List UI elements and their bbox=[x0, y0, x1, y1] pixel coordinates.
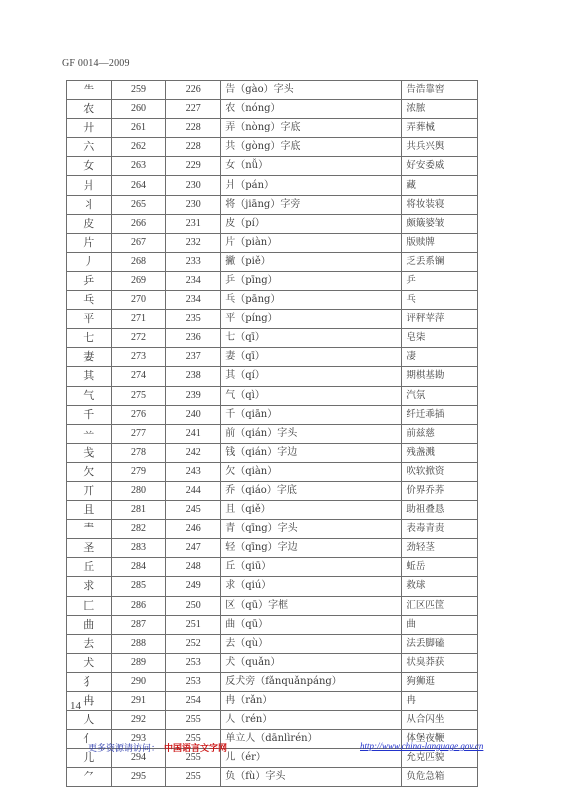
example-characters-cell: 法丢脚磕 bbox=[402, 634, 478, 653]
table-row bbox=[67, 176, 478, 195]
example-characters-cell: 状臭莽获 bbox=[402, 653, 478, 672]
table-row bbox=[67, 291, 478, 310]
table-row bbox=[67, 119, 478, 138]
component-name-cell: 妻（qī） bbox=[221, 348, 402, 367]
component-name-cell: 女（nǚ） bbox=[221, 157, 402, 176]
group-number-cell: 238 bbox=[166, 367, 221, 386]
sequence-number-cell: 260 bbox=[111, 100, 166, 119]
group-number-cell: 228 bbox=[166, 138, 221, 157]
example-characters-cell: 评秤苹萍 bbox=[402, 310, 478, 329]
component-glyph-cell: ⺧ bbox=[67, 81, 112, 100]
example-characters-cell: 颇簸婆皱 bbox=[402, 214, 478, 233]
component-name-cell: 撇（piě） bbox=[221, 252, 402, 271]
sequence-number-cell: 291 bbox=[111, 692, 166, 711]
component-name-cell: 七（qī） bbox=[221, 329, 402, 348]
sequence-number-cell: 266 bbox=[111, 214, 166, 233]
component-name-cell: 去（qù） bbox=[221, 634, 402, 653]
component-name-cell: 丘（qiū） bbox=[221, 558, 402, 577]
group-number-cell: 255 bbox=[166, 711, 221, 730]
table-row bbox=[67, 386, 478, 405]
table-row bbox=[67, 596, 478, 615]
group-number-cell: 231 bbox=[166, 214, 221, 233]
example-characters-cell: 纤迁乖插 bbox=[402, 405, 478, 424]
component-glyph-cell: 且 bbox=[67, 501, 112, 520]
group-number-cell: 255 bbox=[166, 768, 221, 787]
component-name-cell: 将（jiāng）字旁 bbox=[221, 195, 402, 214]
component-glyph-cell: 犭 bbox=[67, 672, 112, 691]
example-characters-cell: 好安委威 bbox=[402, 157, 478, 176]
footer-resource-note bbox=[88, 741, 227, 754]
table-row bbox=[67, 271, 478, 290]
sequence-number-cell: 277 bbox=[111, 424, 166, 443]
component-name-cell: 单立人（dānlìrén） bbox=[221, 730, 402, 749]
footer-url-link[interactable]: http://www.china-language.gov.cn bbox=[360, 741, 484, 751]
group-number-cell: 226 bbox=[166, 81, 221, 100]
component-name-cell: 反犬旁（fǎnquǎnpáng） bbox=[221, 672, 402, 691]
table-row bbox=[67, 634, 478, 653]
example-characters-cell: 共兵兴舆 bbox=[402, 138, 478, 157]
component-name-cell: 儿（ér） bbox=[221, 749, 402, 768]
group-number-cell: 229 bbox=[166, 157, 221, 176]
group-number-cell: 249 bbox=[166, 577, 221, 596]
example-characters-cell: 期棋基勘 bbox=[402, 367, 478, 386]
example-characters-cell: 从合闪坐 bbox=[402, 711, 478, 730]
component-name-cell: 皮（pí） bbox=[221, 214, 402, 233]
example-characters-cell: 表毒青责 bbox=[402, 520, 478, 539]
group-number-cell: 246 bbox=[166, 520, 221, 539]
table-row bbox=[67, 157, 478, 176]
component-glyph-cell: 女 bbox=[67, 157, 112, 176]
sequence-number-cell: 272 bbox=[111, 329, 166, 348]
table-row bbox=[67, 367, 478, 386]
example-characters-cell: 乓 bbox=[402, 291, 478, 310]
group-number-cell: 244 bbox=[166, 481, 221, 500]
sequence-number-cell: 288 bbox=[111, 634, 166, 653]
table-row bbox=[67, 520, 478, 539]
table-row bbox=[67, 329, 478, 348]
component-glyph-cell: 廾 bbox=[67, 119, 112, 138]
table-row bbox=[67, 100, 478, 119]
component-glyph-cell: 丿 bbox=[67, 252, 112, 271]
group-number-cell: 227 bbox=[166, 100, 221, 119]
table-row bbox=[67, 672, 478, 691]
example-characters-cell: 允克匹貌 bbox=[402, 749, 478, 768]
component-name-cell: 共（gòng）字底 bbox=[221, 138, 402, 157]
footer-prefix: 更多资源请访问： bbox=[88, 744, 161, 754]
sequence-number-cell: 276 bbox=[111, 405, 166, 424]
component-name-cell: 轻（qīng）字边 bbox=[221, 539, 402, 558]
group-number-cell: 237 bbox=[166, 348, 221, 367]
example-characters-cell: 藏 bbox=[402, 176, 478, 195]
sequence-number-cell: 270 bbox=[111, 291, 166, 310]
example-characters-cell: 体堡夜鞭 bbox=[402, 730, 478, 749]
group-number-cell: 235 bbox=[166, 310, 221, 329]
group-number-cell: 255 bbox=[166, 749, 221, 768]
component-glyph-cell: 丌 bbox=[67, 481, 112, 500]
example-characters-cell: 救球 bbox=[402, 577, 478, 596]
table-row bbox=[67, 195, 478, 214]
group-number-cell: 228 bbox=[166, 119, 221, 138]
component-name-cell: 人（rén） bbox=[221, 711, 402, 730]
component-name-cell: 犬（quǎn） bbox=[221, 653, 402, 672]
group-number-cell: 234 bbox=[166, 291, 221, 310]
sequence-number-cell: 274 bbox=[111, 367, 166, 386]
sequence-number-cell: 283 bbox=[111, 539, 166, 558]
group-number-cell: 247 bbox=[166, 539, 221, 558]
sequence-number-cell: 268 bbox=[111, 252, 166, 271]
sequence-number-cell: 284 bbox=[111, 558, 166, 577]
sequence-number-cell: 294 bbox=[111, 749, 166, 768]
table-row bbox=[67, 558, 478, 577]
document-code: GF 0014—2009 bbox=[62, 58, 130, 69]
component-glyph-cell: 乒 bbox=[67, 271, 112, 290]
sequence-number-cell: 289 bbox=[111, 653, 166, 672]
component-glyph-cell: 皮 bbox=[67, 214, 112, 233]
component-glyph-cell: 去 bbox=[67, 634, 112, 653]
example-characters-cell: 曲 bbox=[402, 615, 478, 634]
component-glyph-cell: 匚 bbox=[67, 596, 112, 615]
sequence-number-cell: 271 bbox=[111, 310, 166, 329]
component-glyph-cell: 欠 bbox=[67, 462, 112, 481]
group-number-cell: 230 bbox=[166, 176, 221, 195]
component-name-cell: 气（qì） bbox=[221, 386, 402, 405]
sequence-number-cell: 273 bbox=[111, 348, 166, 367]
component-glyph-cell: 人 bbox=[67, 711, 112, 730]
component-glyph-cell: 乓 bbox=[67, 291, 112, 310]
component-glyph-cell: 妻 bbox=[67, 348, 112, 367]
group-number-cell: 251 bbox=[166, 615, 221, 634]
example-characters-cell: 前兹慈 bbox=[402, 424, 478, 443]
component-glyph-cell: 农 bbox=[67, 100, 112, 119]
component-glyph-cell: 气 bbox=[67, 386, 112, 405]
example-characters-cell: 版赎牌 bbox=[402, 233, 478, 252]
table-row bbox=[67, 539, 478, 558]
group-number-cell: 253 bbox=[166, 653, 221, 672]
group-number-cell: 230 bbox=[166, 195, 221, 214]
sequence-number-cell: 279 bbox=[111, 462, 166, 481]
component-table-body bbox=[67, 81, 478, 787]
component-glyph-cell: 曲 bbox=[67, 615, 112, 634]
example-characters-cell: 乏丢系镧 bbox=[402, 252, 478, 271]
component-name-cell: 冉（rǎn） bbox=[221, 692, 402, 711]
component-glyph-cell: 千 bbox=[67, 405, 112, 424]
component-glyph-cell: 䒑 bbox=[67, 424, 112, 443]
sequence-number-cell: 263 bbox=[111, 157, 166, 176]
component-name-cell: 欠（qiàn） bbox=[221, 462, 402, 481]
sequence-number-cell: 269 bbox=[111, 271, 166, 290]
example-characters-cell: 汽氛 bbox=[402, 386, 478, 405]
group-number-cell: 241 bbox=[166, 424, 221, 443]
component-name-cell: 且（qiě） bbox=[221, 501, 402, 520]
component-glyph-cell: 七 bbox=[67, 329, 112, 348]
component-glyph-cell: 爿 bbox=[67, 176, 112, 195]
sequence-number-cell: 278 bbox=[111, 443, 166, 462]
example-characters-cell: 吹软掀资 bbox=[402, 462, 478, 481]
sequence-number-cell: 281 bbox=[111, 501, 166, 520]
group-number-cell: 253 bbox=[166, 672, 221, 691]
component-glyph-cell: 平 bbox=[67, 310, 112, 329]
table-row bbox=[67, 214, 478, 233]
example-characters-cell: 告浩靠窖 bbox=[402, 81, 478, 100]
group-number-cell: 236 bbox=[166, 329, 221, 348]
table-row bbox=[67, 615, 478, 634]
sequence-number-cell: 261 bbox=[111, 119, 166, 138]
sequence-number-cell: 287 bbox=[111, 615, 166, 634]
component-glyph-cell: 龶 bbox=[67, 520, 112, 539]
component-glyph-cell: 冉 bbox=[67, 692, 112, 711]
component-glyph-cell: 丬 bbox=[67, 195, 112, 214]
example-characters-cell: 价界乔荞 bbox=[402, 481, 478, 500]
sequence-number-cell: 293 bbox=[111, 730, 166, 749]
table-row bbox=[67, 653, 478, 672]
component-glyph-cell: 戋 bbox=[67, 443, 112, 462]
group-number-cell: 248 bbox=[166, 558, 221, 577]
sequence-number-cell: 264 bbox=[111, 176, 166, 195]
table-row bbox=[67, 577, 478, 596]
component-name-cell: 区（qū）字框 bbox=[221, 596, 402, 615]
table-row bbox=[67, 81, 478, 100]
component-name-cell: 片（piàn） bbox=[221, 233, 402, 252]
component-glyph-cell: 片 bbox=[67, 233, 112, 252]
group-number-cell: 239 bbox=[166, 386, 221, 405]
example-characters-cell: 弄葬械 bbox=[402, 119, 478, 138]
group-number-cell: 252 bbox=[166, 634, 221, 653]
table-row bbox=[67, 310, 478, 329]
group-number-cell: 234 bbox=[166, 271, 221, 290]
component-glyph-cell: 丘 bbox=[67, 558, 112, 577]
sequence-number-cell: 262 bbox=[111, 138, 166, 157]
example-characters-cell: 助祖叠恳 bbox=[402, 501, 478, 520]
component-name-cell: 乒（pīng） bbox=[221, 271, 402, 290]
group-number-cell: 245 bbox=[166, 501, 221, 520]
group-number-cell: 232 bbox=[166, 233, 221, 252]
sequence-number-cell: 280 bbox=[111, 481, 166, 500]
component-name-cell: 前（qián）字头 bbox=[221, 424, 402, 443]
table-row bbox=[67, 348, 478, 367]
group-number-cell: 254 bbox=[166, 692, 221, 711]
component-name-cell: 求（qiú） bbox=[221, 577, 402, 596]
component-name-cell: 农（nóng） bbox=[221, 100, 402, 119]
component-glyph-cell: 犬 bbox=[67, 653, 112, 672]
component-table bbox=[66, 80, 478, 787]
example-characters-cell: 浓脓 bbox=[402, 100, 478, 119]
group-number-cell: 255 bbox=[166, 730, 221, 749]
example-characters-cell: 劲轻茎 bbox=[402, 539, 478, 558]
table-row bbox=[67, 462, 478, 481]
example-characters-cell: 冉 bbox=[402, 692, 478, 711]
example-characters-cell: 凄 bbox=[402, 348, 478, 367]
table-row bbox=[67, 481, 478, 500]
example-characters-cell: 乒 bbox=[402, 271, 478, 290]
group-number-cell: 250 bbox=[166, 596, 221, 615]
table-row bbox=[67, 252, 478, 271]
component-name-cell: 千（qiān） bbox=[221, 405, 402, 424]
component-glyph-cell: ⺈ bbox=[67, 768, 112, 787]
component-name-cell: 爿（pán） bbox=[221, 176, 402, 195]
sequence-number-cell: 265 bbox=[111, 195, 166, 214]
page-number: 14 bbox=[70, 700, 81, 712]
example-characters-cell: 汇区匹筐 bbox=[402, 596, 478, 615]
sequence-number-cell: 259 bbox=[111, 81, 166, 100]
table-row bbox=[67, 443, 478, 462]
group-number-cell: 242 bbox=[166, 443, 221, 462]
component-name-cell: 其（qí） bbox=[221, 367, 402, 386]
footer-brand-link[interactable]: 中国语言文字网 bbox=[164, 744, 228, 754]
table-row bbox=[67, 768, 478, 787]
table-row bbox=[67, 405, 478, 424]
example-characters-cell: 将妆装寝 bbox=[402, 195, 478, 214]
sequence-number-cell: 295 bbox=[111, 768, 166, 787]
example-characters-cell: 负危急箱 bbox=[402, 768, 478, 787]
table-row bbox=[67, 501, 478, 520]
table-row bbox=[67, 138, 478, 157]
component-glyph-cell: 亻 bbox=[67, 730, 112, 749]
component-name-cell: 告（gào）字头 bbox=[221, 81, 402, 100]
example-characters-cell: 残盏溅 bbox=[402, 443, 478, 462]
example-characters-cell: 狗狮逛 bbox=[402, 672, 478, 691]
group-number-cell: 243 bbox=[166, 462, 221, 481]
sequence-number-cell: 275 bbox=[111, 386, 166, 405]
component-name-cell: 负（fù）字头 bbox=[221, 768, 402, 787]
component-glyph-cell: 圣 bbox=[67, 539, 112, 558]
component-name-cell: 曲（qū） bbox=[221, 615, 402, 634]
sequence-number-cell: 282 bbox=[111, 520, 166, 539]
example-characters-cell: 皂柒 bbox=[402, 329, 478, 348]
table-row bbox=[67, 424, 478, 443]
component-glyph-cell: 其 bbox=[67, 367, 112, 386]
table-row bbox=[67, 233, 478, 252]
sequence-number-cell: 285 bbox=[111, 577, 166, 596]
sequence-number-cell: 286 bbox=[111, 596, 166, 615]
sequence-number-cell: 267 bbox=[111, 233, 166, 252]
component-table-container bbox=[66, 80, 478, 787]
table-row bbox=[67, 711, 478, 730]
component-name-cell: 弄（nòng）字底 bbox=[221, 119, 402, 138]
component-glyph-cell: 求 bbox=[67, 577, 112, 596]
component-glyph-cell: 儿 bbox=[67, 749, 112, 768]
group-number-cell: 233 bbox=[166, 252, 221, 271]
sequence-number-cell: 292 bbox=[111, 711, 166, 730]
component-name-cell: 乔（qiáo）字底 bbox=[221, 481, 402, 500]
component-name-cell: 乓（pāng） bbox=[221, 291, 402, 310]
component-name-cell: 平（píng） bbox=[221, 310, 402, 329]
component-name-cell: 青（qīng）字头 bbox=[221, 520, 402, 539]
component-glyph-cell: 六 bbox=[67, 138, 112, 157]
example-characters-cell: 蚯岳 bbox=[402, 558, 478, 577]
component-name-cell: 钱（qián）字边 bbox=[221, 443, 402, 462]
table-row bbox=[67, 692, 478, 711]
sequence-number-cell: 290 bbox=[111, 672, 166, 691]
group-number-cell: 240 bbox=[166, 405, 221, 424]
